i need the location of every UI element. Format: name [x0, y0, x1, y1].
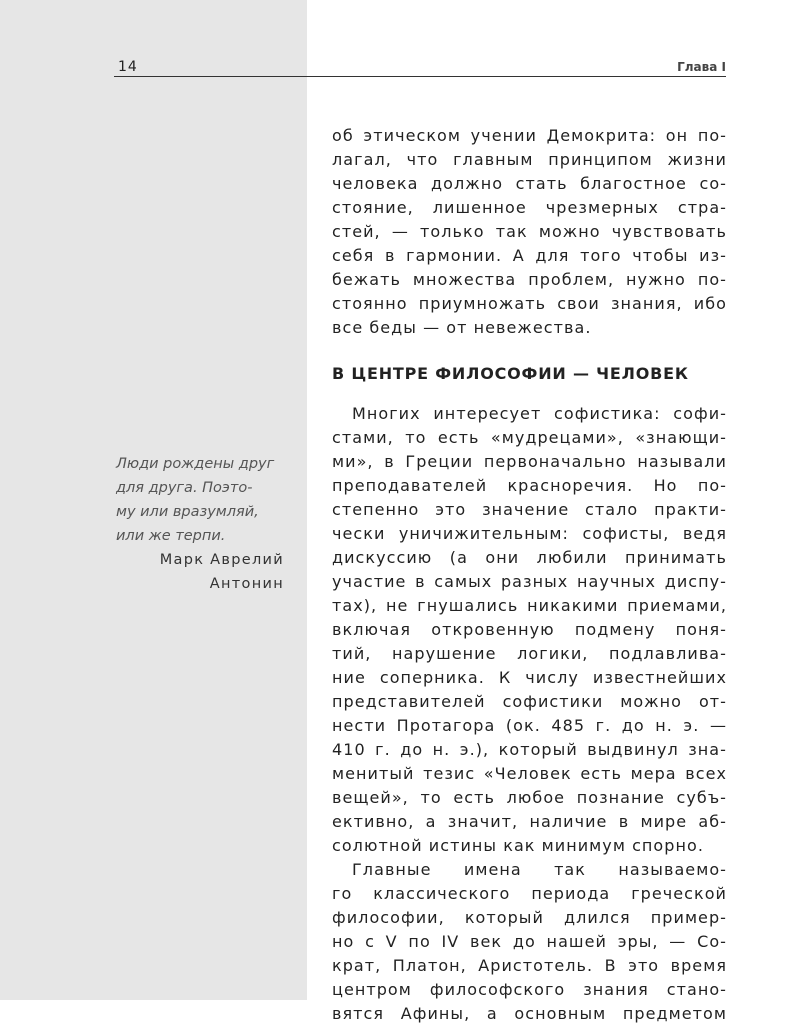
text-line: центром философского знания стано- [332, 980, 727, 999]
epigraph-author: Антонин [209, 576, 284, 592]
text-line: Главные имена так называемо- [352, 860, 727, 879]
text-line: но с V по IV век до нашей эры, — Со- [332, 932, 727, 951]
text-line: стоянно приумножать свои знания, ибо [332, 294, 727, 313]
page-number: 14 [118, 59, 138, 75]
text-line: бежать множества проблем, нужно по- [332, 270, 727, 289]
text-line: стояние, лишенное чрезмерных стра- [332, 198, 727, 217]
text-line: вещей», то есть любое познание субъ- [332, 788, 727, 807]
text-line: Многих интересует софистика: софи- [352, 404, 727, 423]
section-heading: В ЦЕНТРЕ ФИЛОСОФИИ — ЧЕЛОВЕК [332, 364, 689, 383]
running-header [114, 60, 726, 77]
text-line: 410 г. до н. э.), который выдвинул зна- [332, 740, 727, 759]
text-line: включая откровенную подмену поня- [332, 620, 727, 639]
text-line: все беды — от невежества. [332, 318, 592, 337]
text-line: философии, который длился пример- [332, 908, 727, 927]
paragraph [332, 402, 727, 858]
text-line: чески уничижительным: софисты, ведя [332, 524, 727, 543]
epigraph-quote-line: му или вразумляй, [116, 504, 259, 520]
text-line: тах), не гнушались никакими приемами, [332, 596, 727, 615]
text-line: го классического периода греческой [332, 884, 727, 903]
epigraph-quote-line: для друга. Поэто- [116, 480, 253, 496]
text-line: нести Протагора (ок. 485 г. до н. э. — [332, 716, 727, 735]
paragraph [332, 858, 727, 1026]
text-line: лагал, что главным принципом жизни [332, 150, 727, 169]
text-line: степенно это значение стало практи- [332, 500, 727, 519]
chapter-title: Глава I [677, 60, 726, 74]
text-line: участие в самых разных научных диспу- [332, 572, 727, 591]
text-line: ми», в Греции первоначально называли [332, 452, 727, 471]
epigraph-quote-line: Люди рождены друг [116, 456, 275, 472]
text-line: ние соперника. К числу известнейших [332, 668, 727, 687]
paragraph [332, 124, 727, 340]
epigraph-author: Марк Аврелий [159, 552, 284, 568]
text-line: стами, то есть «мудрецами», «знающи- [332, 428, 727, 447]
text-line: дискуссию (а они любили принимать [332, 548, 727, 567]
text-line: солютной истины как минимум спорно. [332, 836, 704, 855]
text-line: представителей софистики можно от- [332, 692, 727, 711]
epigraph [116, 452, 284, 596]
text-line: человека должно стать благостное со- [332, 174, 727, 193]
text-line: преподавателей красноречия. Но по- [332, 476, 727, 495]
text-line: ективно, а значит, наличие в мире аб- [332, 812, 727, 831]
text-line: крат, Платон, Аристотель. В это время [332, 956, 727, 975]
main-text [332, 124, 727, 1026]
text-line: себя в гармонии. А для того чтобы из- [332, 246, 727, 265]
text-line: вятся Афины, а основным предметом [332, 1004, 727, 1023]
text-line: тий, нарушение логики, подлавлива- [332, 644, 727, 663]
epigraph-quote-line: или же терпи. [116, 528, 226, 544]
text-line: менитый тезис «Человек есть мера всех [332, 764, 727, 783]
text-line: об этическом учении Демокрита: он по- [332, 126, 727, 145]
text-line: стей, — только так можно чувствовать [332, 222, 727, 241]
